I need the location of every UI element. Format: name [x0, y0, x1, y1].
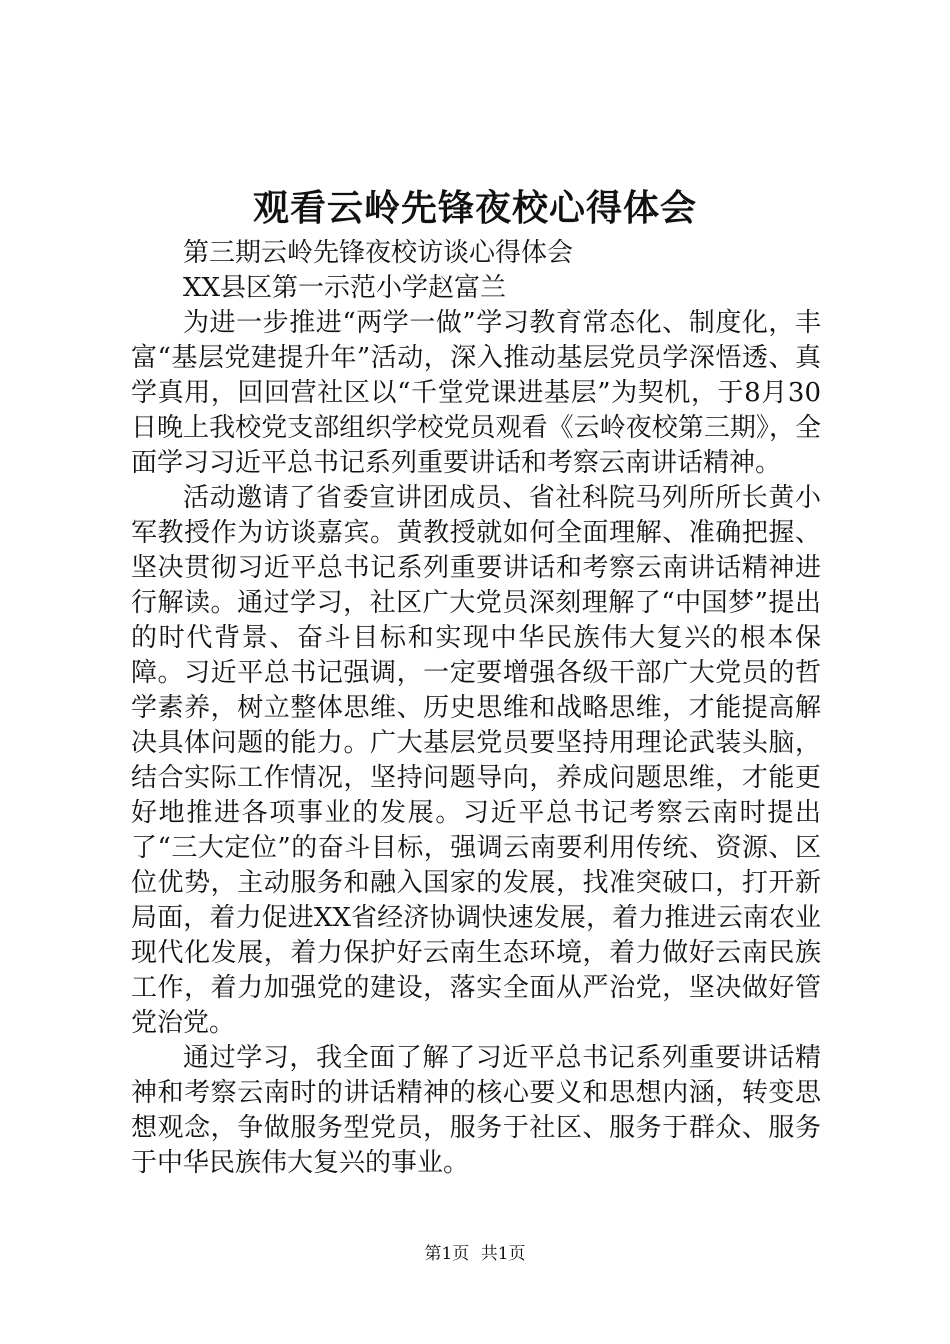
- document-title: 观看云岭先锋夜校心得体会: [252, 187, 697, 229]
- paragraph-1: 为进一步推进“两学一做”学习教育常态化、制度化，丰富“基层党建提升年”活动，深入推动基层党员学深悟透、真学真用，回回营社区以“千堂党课进基层”为契机，于8月30日晚上我校党支部组织学校党员观看《云岭夜校第三期》，全面学习习近平总书记系列重要讲话和考察云南讲话精神。: [131, 308, 821, 478]
- paragraph-2: 活动邀请了省委宣讲团成员、省社科院马列所所长黄小军教授作为访谈嘉宾。黄教授就如何全面理解、准确把握、坚决贯彻习近平总书记系列重要讲话和考察云南讲话精神进行解读。通过学习，社区广大党员深刻理解了“中国梦”提出的时代背景、奋斗目标和实现中华民族伟大复兴的根本保障。习近平总书记强调，一定要增强各级干部广大党员的哲学素养，树立整体思维、历史思维和战略思维，才能提高解决具体问题的能力。广大基层党员要坚持用理论武装头脑，结合实际工作情况，坚持问题导向，养成问题思维，才能更好地推进各项事业的发展。习近平总书记考察云南时提出了“三大定位”的奋斗目标，强调云南要利用传统、资源、区位优势，主动服务和融入国家的发展，找准突破口，打开新局面，着力促进XX省经济协调快速发展，着力推进云南农业现代化发展，着力保护好云南生态环境，着力做好云南民族工作，着力加强党的建设，落实全面从严治党，坚决做好管党治党。: [131, 483, 821, 1038]
- paragraph-3: 通过学习，我全面了解了习近平总书记系列重要讲话精神和考察云南时的讲话精神的核心要义和思想内涵，转变思想观念，争做服务型党员，服务于社区、服务于群众、服务于中华民族伟大复兴的事业。: [131, 1043, 821, 1178]
- page-number: 第1页: [424, 1244, 470, 1264]
- document-author: XX县区第一示范小学赵富兰: [183, 273, 507, 303]
- document-body: [131, 236, 821, 1181]
- page-total: 共1页: [480, 1244, 526, 1264]
- page-footer: [0, 1242, 950, 1266]
- document-subtitle: 第三期云岭先锋夜校访谈心得体会: [183, 238, 574, 268]
